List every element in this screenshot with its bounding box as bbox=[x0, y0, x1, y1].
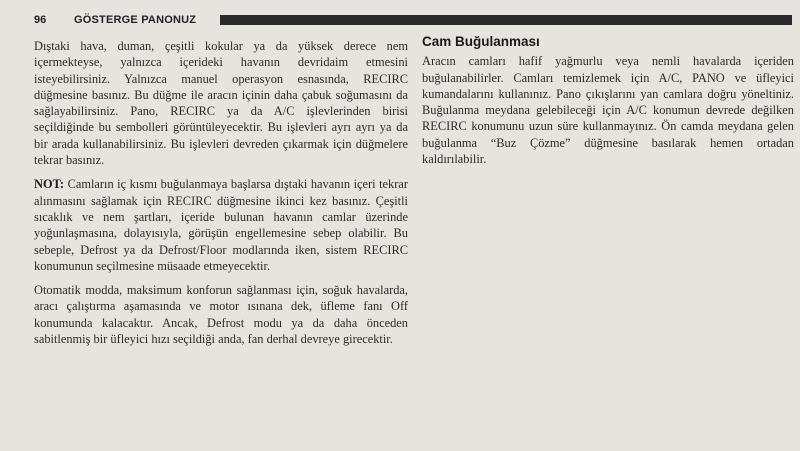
paragraph-defog: Aracın camları hafif yağmurlu veya nemli havalarda içeriden buğulanabilirler. Camları temizlemek için A/C, PANO ve üfleyici kumandalarını kullanınız. Pano çıkışlarını yan camlara doğru yöneltiniz. Buğulanma meydana gelebileceği için A/C konumun devrede değilken RECIRC konumunu uzun süre kullanmayınız. Ön camda meydana gelen buğulanma “Buz Çözme” düğmesine basılarak hemen ortadan kaldırılabilir. bbox=[422, 54, 794, 167]
heading-window-fogging: Cam Buğulanması bbox=[422, 34, 540, 49]
header-rule bbox=[220, 15, 792, 25]
paragraph-auto-mode: Otomatik modda, maksimum konforun sağlanması için, soğuk havalarda, aracı çalıştırma aşamasında ve motor ısınana dek, üfleme fanı Off konumunda kalacaktır. Ancak, Defrost modu ya da daha önceden sabitlenmiş bir üfleyici hızı seçildiği anda, fan derhal devreye girecektir. bbox=[34, 283, 408, 347]
page-number: 96 bbox=[34, 14, 47, 26]
section-title: GÖSTERGE PANONUZ bbox=[74, 14, 197, 26]
paragraph-note bbox=[34, 176, 408, 274]
left-column bbox=[34, 38, 408, 355]
note-text: Camların iç kısmı buğulanmaya başlarsa dıştaki havanın içeri tekrar alınmasını sağlamak için RECIRC düğmesine ikinci kez basınız. Çeşitli sıcaklık ve nem şartları, içeride bulunan havanın camlar üzerinde yoğunlaşmasına, dolayısıyla, görüşün engellemesine sebep olabilir. Bu sebeple, Defrost ya da Defrost/Floor modlarında iken, sistem RECIRC konumunun seçilmesine müsaade etmeyecektir. bbox=[34, 177, 408, 273]
note-label: NOT: bbox=[34, 177, 65, 192]
paragraph-recirc: Dıştaki hava, duman, çeşitli kokular ya da yüksek derece nem içermekteyse, yalnızca içerideki havanın devridaim etmesini isteyebilirsiniz. Yalnızca manuel operasyon esnasında, RECIRC düğmesine basınız. Bu düğme ile aracın içinin daha çabuk soğumasını da sağlayabilirsiniz. Pano, RECIRC ya da A/C işlevlerinden birisi seçildiğinde bu sembolleri görüntüleyecektir. Bu işlevleri ayrı ayrı ya da bir arada kullanabilirsiniz. Bu işlevleri devreden çıkarmak için düğmelere tekrar basınız. bbox=[34, 39, 408, 168]
right-column bbox=[422, 34, 794, 167]
page-header bbox=[34, 12, 794, 32]
